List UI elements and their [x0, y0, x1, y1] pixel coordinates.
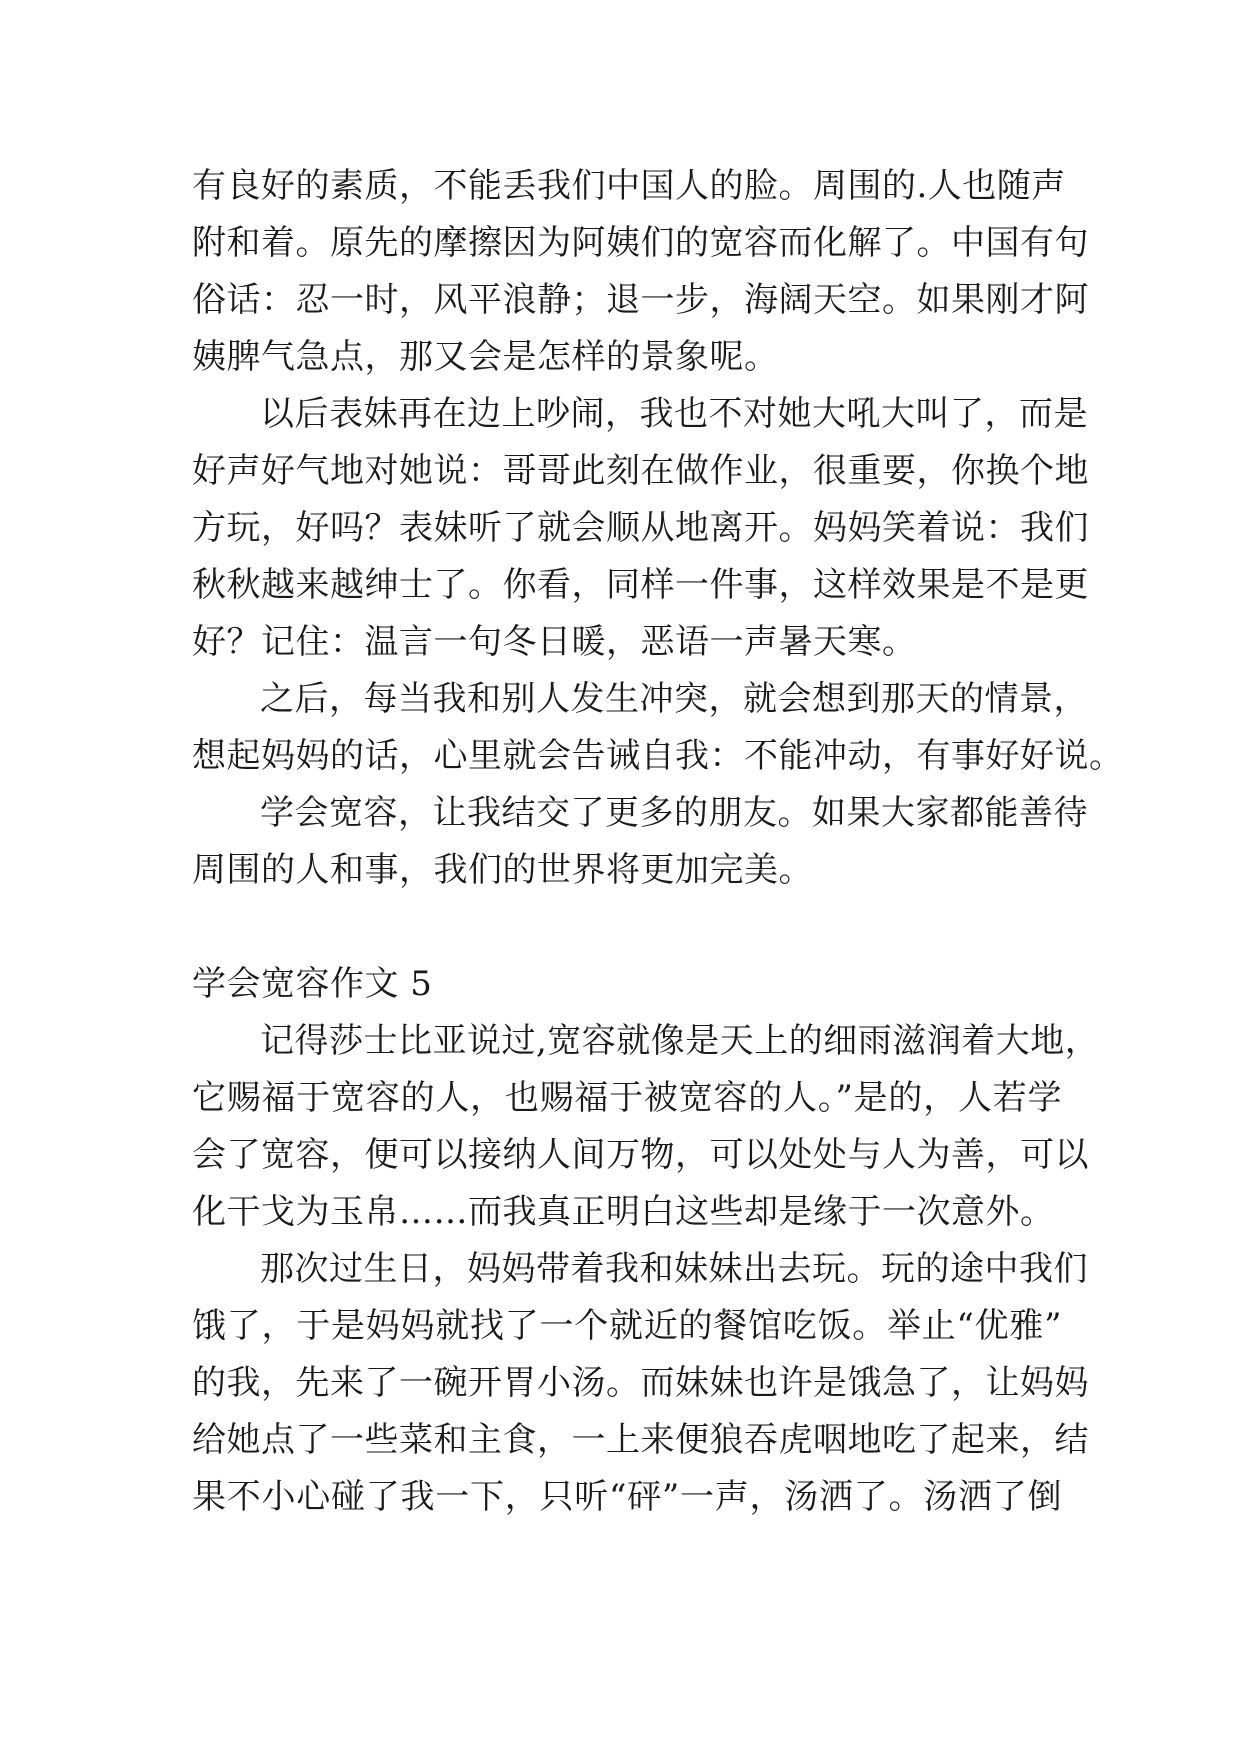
- text-line: 它赐福于宽容的人，也赐福于被宽容的人。”是的，人若学: [192, 1078, 1062, 1118]
- text-line: 好？记住：温言一句冬日暖，恶语一声暑天寒。: [192, 622, 917, 662]
- paragraph-4: [192, 785, 1088, 899]
- paragraph-5: [192, 1013, 1100, 1241]
- text-line: 学会宽容，让我结交了更多的朋友。如果大家都能善待: [260, 793, 1088, 833]
- text-line: 会了宽容，便可以接纳人间万物，可以处处与人为善，可以: [192, 1135, 1089, 1175]
- section-heading: 学会宽容作文 5: [192, 964, 433, 1004]
- paragraph-6: [192, 1241, 1089, 1526]
- text-line: 附和着。原先的摩擦因为阿姨们的宽容而化解了。中国有句: [192, 223, 1089, 263]
- blank-line: [192, 899, 1062, 956]
- text-line: 想起妈妈的话，心里就会告诫自我：不能冲动，有事好好说。: [192, 736, 1124, 776]
- paragraph-3: [192, 671, 1124, 785]
- text-line: 记得莎士比亚说过,宽容就像是天上的细雨滋润着大地，: [260, 1021, 1100, 1061]
- paragraph-2: [192, 386, 1089, 671]
- text-line: 之后，每当我和别人发生冲突，就会想到那天的情景，: [260, 679, 1088, 719]
- text-line: 果不小心碰了我一下，只听“砰”一声，汤洒了。汤洒了倒: [192, 1477, 1062, 1517]
- text-line: 好声好气地对她说：哥哥此刻在做作业，很重要，你换个地: [192, 451, 1089, 491]
- text-line: 以后表妹再在边上吵闹，我也不对她大吼大叫了，而是: [260, 394, 1088, 434]
- text-line: 的我，先来了一碗开胃小汤。而妹妹也许是饿急了，让妈妈: [192, 1363, 1089, 1403]
- text-line: 那次过生日，妈妈带着我和妹妹出去玩。玩的途中我们: [260, 1249, 1088, 1289]
- text-line: 给她点了一些菜和主食，一上来便狼吞虎咽地吃了起来，结: [192, 1420, 1089, 1460]
- text-line: 俗话：忍一时，风平浪静；退一步，海阔天空。如果刚才阿: [192, 280, 1089, 320]
- text-line: 姨脾气急点，那又会是怎样的景象呢。: [192, 337, 779, 377]
- text-line: 秋秋越来越绅士了。你看，同样一件事，这样效果是不是更: [192, 565, 1089, 605]
- text-line: 有良好的素质，不能丢我们中国人的脸。周围的.人也随声: [192, 166, 1066, 206]
- text-line: 周围的人和事，我们的世界将更加完美。: [192, 850, 813, 890]
- text-line: 方玩，好吗？表妹听了就会顺从地离开。妈妈笑着说：我们: [192, 508, 1089, 548]
- paragraph-1: [192, 158, 1089, 386]
- text-line: 化干戈为玉帛……而我真正明白这些却是缘于一次意外。: [192, 1192, 1055, 1232]
- document-body: [192, 158, 1124, 1526]
- text-line: 饿了，于是妈妈就找了一个就近的餐馆吃饭。举止“优雅”: [192, 1306, 1062, 1346]
